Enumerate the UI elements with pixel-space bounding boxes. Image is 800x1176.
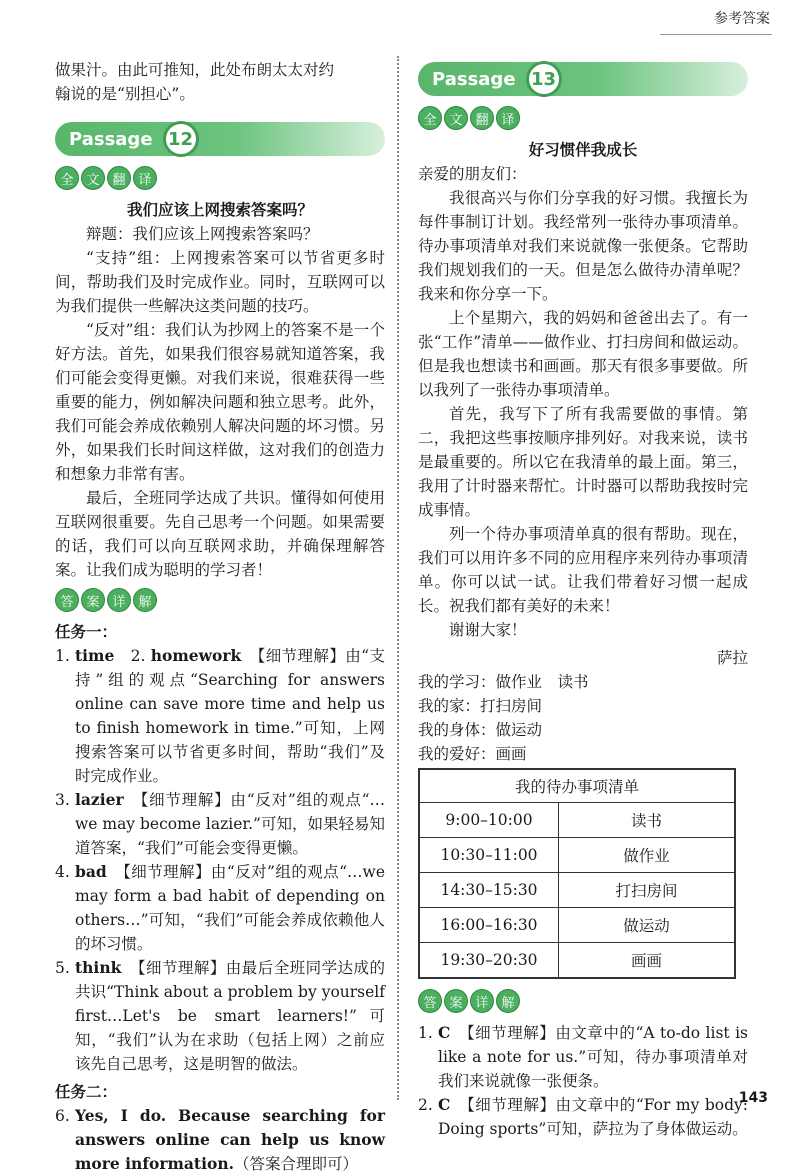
answer-item — [55, 644, 385, 788]
answer-text: 【细节理解】由“反对”组的观点“…we may become lazier.”可知，如果轻易知道答案，“我们”可能会变得更懒。 — [75, 791, 385, 857]
answer-key: think — [75, 958, 122, 977]
answer-item — [418, 1021, 748, 1093]
pill-char: 翻 — [107, 166, 131, 190]
plan-label: 我的身体： — [418, 721, 496, 739]
answer-text: 【细节理解】由最后全班同学达成的共识“Think about a problem by yourself first…Let's be smart learners!”可知，“我们”认为在求助（包括上网）之前应该先自己思考，这是明智的做法。 — [75, 959, 385, 1073]
column-divider — [397, 56, 399, 1100]
task-cell: 画画 — [559, 943, 736, 979]
table-row — [419, 873, 735, 908]
answer-text: 【细节理解】由“支持”组的观点“Searching for answers online can save more time and help us to finish homework in time.”可知，上网搜索答案可以节省更多时间，帮助“我们”及时完成作业。 — [75, 647, 385, 785]
task-cell: 做作业 — [559, 838, 736, 873]
paragraph: 列一个待办事项清单真的很有帮助。现在，我们可以用许多不同的应用程序来列待办事项清单。你可以试一试。让我们带着好习惯一起成长。祝我们都有美好的未来！ — [418, 525, 748, 615]
passage-word: Passage — [432, 68, 516, 90]
paragraph: 辩题：我们应该上网搜索答案吗？ — [86, 225, 319, 243]
pill-char: 译 — [133, 166, 157, 190]
section-full-translation — [418, 106, 748, 130]
plan-line — [418, 670, 748, 694]
pill-char: 全 — [418, 106, 442, 130]
pill-char: 详 — [107, 588, 131, 612]
header-rule — [660, 34, 772, 35]
answer-number: 2. — [418, 1096, 433, 1114]
pill-char: 案 — [444, 989, 468, 1013]
answer-text: 【细节理解】由“反对”组的观点“…we may form a bad habit of depending on others…”可知，“我们”可能会养成依赖他人的坏习惯。 — [75, 863, 385, 953]
paragraph: “反对”组：我们认为抄网上的答案不是一个好方法。首先，如果我们很容易就知道答案，我们可能会变得更懒。对我们来说，很难获得一些重要的能力，例如解决问题和独立思考。此外，我们可能会养成依赖别人解决问题的坏习惯。另外，如果我们长时间这样做，这对我们的创造力和想象力非常有害。 — [55, 321, 385, 483]
todo-table — [418, 768, 736, 979]
answer-key: time — [75, 646, 115, 665]
signature: 萨拉 — [716, 649, 748, 667]
plan-value: 做作业 读书 — [495, 673, 589, 691]
answer-item — [55, 1104, 385, 1176]
article-body — [418, 162, 748, 642]
plan-value: 做运动 — [495, 721, 543, 739]
paragraph: 首先，我写下了所有我需要做的事情。第二，我把这些事按顺序排列好。对我来说，读书是最重要的。所以它在我清单的最上面。第三，我用了计时器来帮忙。计时器可以帮助我按时完成事情。 — [418, 405, 748, 519]
paragraph: 谢谢大家！ — [449, 621, 527, 639]
answer-key: C — [438, 1023, 451, 1042]
answer-sep: 2. — [114, 647, 151, 665]
task-cell: 读书 — [559, 803, 736, 838]
plan-line — [418, 694, 748, 718]
plan-label: 我的爱好： — [418, 745, 496, 763]
answer-text: 【细节理解】由文章中的“A to-do list is like a note for us.”可知，待办事项清单对我们来说就像一张便条。 — [438, 1024, 748, 1090]
pill-char: 全 — [55, 166, 79, 190]
table-row — [419, 803, 735, 838]
passage-word: Passage — [69, 128, 153, 150]
answer-number: 3. — [55, 791, 70, 809]
task-two-heading: 任务二： — [55, 1082, 118, 1101]
plan-value: 画画 — [495, 745, 527, 763]
answer-number: 5. — [55, 959, 70, 977]
time-cell: 10:30–11:00 — [419, 838, 559, 873]
paragraph: 最后，全班同学达成了共识。懂得如何使用互联网很重要。先自己思考一个问题。如果需要的话，我们可以向互联网求助，并确保理解答案。让我们成为聪明的学习者！ — [55, 489, 385, 579]
section-answer-explanation — [55, 588, 385, 612]
plan-value: 打扫房间 — [480, 697, 543, 715]
answer-text: （答案合理即可） — [234, 1155, 359, 1173]
task-cell: 打扫房间 — [559, 873, 736, 908]
answer-number: 1. — [55, 647, 70, 665]
pill-char: 解 — [496, 989, 520, 1013]
answer-item — [55, 956, 385, 1076]
header-label: 参考答案 — [714, 11, 770, 27]
article-title: 好习惯伴我成长 — [528, 140, 638, 159]
left-column — [55, 58, 385, 1176]
answer-number: 1. — [418, 1024, 433, 1042]
answer-text: 【细节理解】由文章中的“For my body: Doing sports”可知，萨拉为了身体做运动。 — [438, 1096, 748, 1138]
article-title: 我们应该上网搜索答案吗？ — [126, 200, 313, 219]
plan-label: 我的学习： — [418, 673, 496, 691]
task-cell: 做运动 — [559, 908, 736, 943]
task-one-heading: 任务一： — [55, 622, 118, 641]
answer-key: Yes, I do. Because searching for answers online can help us know more information. — [75, 1106, 385, 1173]
time-cell: 9:00–10:00 — [419, 803, 559, 838]
greeting: 亲爱的朋友们： — [418, 165, 527, 183]
table-row — [419, 908, 735, 943]
paragraph: 我很高兴与你们分享我的好习惯。我擅长为每件事制订计划。我经常列一张待办事项清单。待办事项清单对我们来说就像一张便条。它帮助我们规划我们的一天。但是怎么做待办清单呢？我来和你分享一下。 — [418, 189, 748, 303]
right-column — [418, 60, 748, 1141]
todo-table-caption: 我的待办事项清单 — [419, 769, 735, 803]
answer-key: lazier — [75, 790, 124, 809]
intro-text — [55, 58, 385, 106]
page-number: 143 — [738, 1090, 768, 1106]
passage-banner-12 — [55, 122, 385, 156]
pill-char: 答 — [55, 588, 79, 612]
answer-key: bad — [75, 862, 107, 881]
answer-number: 6. — [55, 1107, 70, 1125]
plan-list — [418, 670, 748, 766]
plan-line — [418, 718, 748, 742]
intro-line: 做果汁。由此可推知，此处布朗太太对约 — [55, 61, 335, 79]
pill-char: 翻 — [470, 106, 494, 130]
pill-char: 案 — [81, 588, 105, 612]
time-cell: 16:00–16:30 — [419, 908, 559, 943]
time-cell: 14:30–15:30 — [419, 873, 559, 908]
pill-char: 文 — [81, 166, 105, 190]
paragraph: 上个星期六，我的妈妈和爸爸出去了。有一张“工作”清单——做作业、打扫房间和做运动。但是我也想读书和画画。那天有很多事要做。所以我列了一张待办事项清单。 — [418, 309, 748, 399]
table-row — [419, 838, 735, 873]
answer-number: 4. — [55, 863, 70, 881]
section-answer-explanation — [418, 989, 748, 1013]
pill-char: 解 — [133, 588, 157, 612]
answer-key: homework — [150, 646, 242, 665]
table-row — [419, 943, 735, 979]
paragraph: “支持”组：上网搜索答案可以节省更多时间，帮助我们及时完成作业。同时，互联网可以为我们提供一些解决这类问题的技巧。 — [55, 249, 385, 315]
pill-char: 详 — [470, 989, 494, 1013]
pill-char: 文 — [444, 106, 468, 130]
passage-number: 12 — [163, 121, 199, 157]
pill-char: 答 — [418, 989, 442, 1013]
time-cell: 19:30–20:30 — [419, 943, 559, 979]
section-full-translation — [55, 166, 385, 190]
pill-char: 译 — [496, 106, 520, 130]
answer-item — [55, 788, 385, 860]
answer-item — [55, 860, 385, 956]
plan-label: 我的家： — [418, 697, 481, 715]
answer-key: C — [438, 1095, 451, 1114]
plan-line — [418, 742, 748, 766]
intro-line: 翰说的是“别担心”。 — [55, 85, 195, 103]
passage-number: 13 — [526, 61, 562, 97]
article-body — [55, 222, 385, 582]
answer-item — [418, 1093, 748, 1141]
passage-banner-13 — [418, 62, 748, 96]
